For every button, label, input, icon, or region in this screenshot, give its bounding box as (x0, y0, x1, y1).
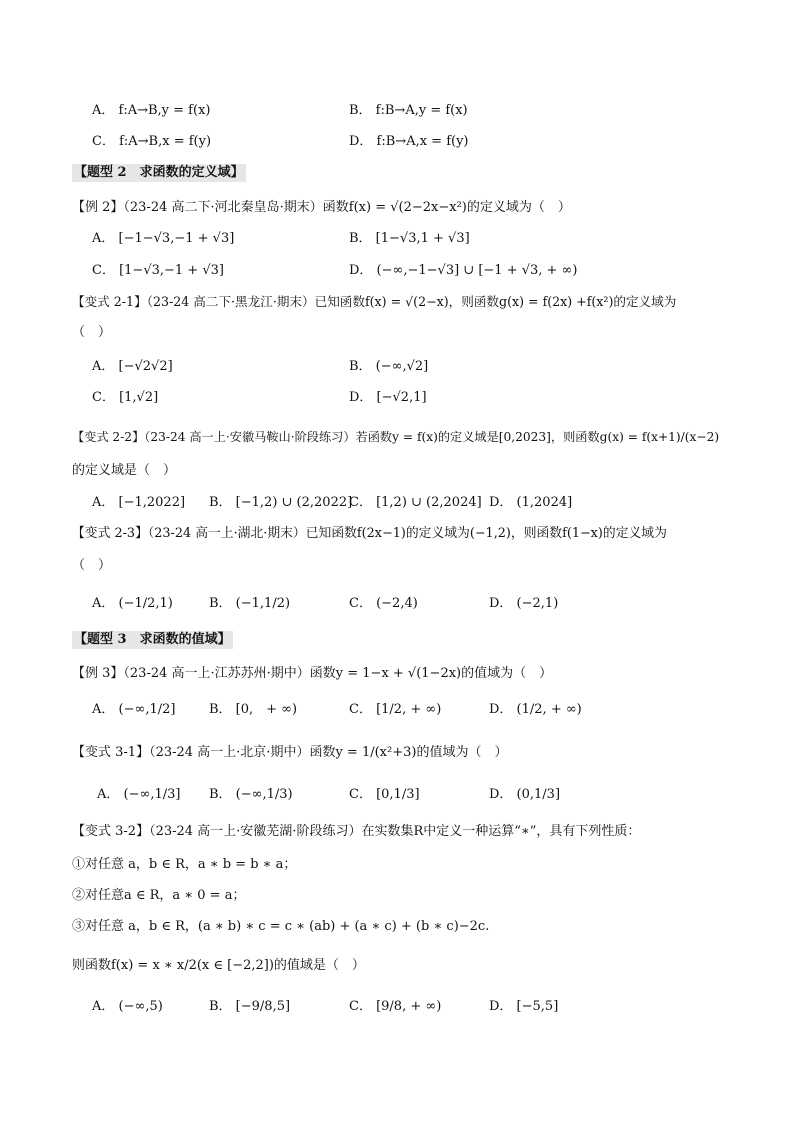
example-3-option-a: A． (−∞,1/2] (92, 702, 176, 717)
example-2-option-a: A． [−1−√3,−1 + √3] (92, 231, 235, 246)
variant-3-1-option-a: A． (−∞,1/3] (97, 787, 181, 802)
variant-3-1-stem: 【变式 3-1】（23-24 高一上·北京·期中）函数y = 1/(x²+3)的值域为（ ） (72, 745, 508, 760)
variant-2-1-paren: （ ） (72, 325, 112, 340)
q1-option-a: A． f:A→B,y = f(x) (92, 103, 211, 118)
variant-2-1-option-d: D． [−√2,1] (349, 390, 427, 405)
variant-2-1-option-b: B． (−∞,√2] (349, 359, 429, 374)
example-2-option-b: B． [1−√3,1 + √3] (349, 231, 470, 246)
variant-2-1-stem: 【变式 2-1】（23-24 高二下·黑龙江·期末）已知函数f(x) = √(2−x)，则函数g(x) = f(2x) +f(x²)的定义域为 (72, 294, 677, 309)
variant-3-1-option-b: B． (−∞,1/3) (209, 787, 293, 802)
variant-3-2-option-c: C． [9/8, + ∞) (349, 999, 442, 1014)
variant-2-2-option-d: D． (1,2024] (489, 495, 573, 510)
variant-2-3-option-d: D． (−2,1) (489, 596, 559, 611)
variant-2-3-option-b: B． (−1,1/2) (209, 596, 291, 611)
variant-2-2-stem-cont: 的定义域是（ ） (72, 463, 177, 478)
variant-2-1-option-c: C． [1,√2] (92, 390, 159, 405)
q1-option-b: B． f:B→A,y = f(x) (349, 103, 468, 118)
example-3-option-b: B． [0, + ∞) (209, 702, 298, 717)
variant-2-2-option-b: B． [−1,2) ∪ (2,2022] (209, 495, 353, 510)
example-3-option-d: D． (1/2, + ∞) (489, 702, 582, 717)
variant-3-2-option-b: B． [−9/8,5] (209, 999, 291, 1014)
q1-option-d: D． f:B→A,x = f(y) (349, 134, 469, 149)
example-2-option-d: D． (−∞,−1−√3] ∪ [−1 + √3, + ∞) (349, 263, 578, 278)
variant-3-2-stem: 【变式 3-2】（23-24 高一上·安徽芜湖·阶段练习）在实数集R中定义一种运算“∗”，具有下列性质： (72, 824, 641, 839)
variant-3-1-option-d: D． (0,1/3] (489, 787, 561, 802)
example-2-option-c: C． [1−√3,−1 + √3] (92, 263, 224, 278)
variant-3-2-question: 则函数f(x) = x ∗ x/2(x ∈ [−2,2])的值域是（ ） (72, 958, 365, 973)
q1-option-c: C． f:A→B,x = f(y) (92, 134, 212, 149)
example-2-stem: 【例 2】（23-24 高二下·河北秦皇岛·期末）函数f(x) = √(2−2x−x²)的定义域为（ ） (72, 200, 571, 215)
variant-2-2-option-c: C． [1,2) ∪ (2,2024] (349, 495, 482, 510)
variant-2-1-option-a: A． [−√2√2] (92, 359, 173, 374)
variant-3-2-property-2: ②对任意a ∈ R，a ∗ 0 = a； (72, 888, 246, 903)
section-header-3: 【题型 3 求函数的值域】 (74, 632, 231, 647)
variant-3-2-property-3: ③对任意 a，b ∈ R，(a ∗ b) ∗ c = c ∗ (ab) + (a ∗ c) + (b ∗ c)−2c. (72, 919, 490, 934)
example-3-stem: 【例 3】（23-24 高一上·江苏苏州·期中）函数y = 1−x + √(1−2x)的值域为（ ） (72, 666, 553, 681)
variant-3-2-option-a: A． (−∞,5) (92, 999, 163, 1014)
variant-3-2-option-d: D． [−5,5] (489, 999, 559, 1014)
variant-2-2-option-a: A． [−1,2022] (92, 495, 186, 510)
section-header-2: 【题型 2 求函数的定义域】 (74, 165, 244, 180)
variant-2-3-stem: 【变式 2-3】（23-24 高一上·湖北·期末）已知函数f(2x−1)的定义域为(−1,2)，则函数f(1−x)的定义域为 (72, 526, 667, 541)
variant-3-2-property-1: ①对任意 a，b ∈ R，a ∗ b = b ∗ a； (72, 857, 297, 872)
variant-2-3-option-c: C． (−2,4) (349, 596, 418, 611)
variant-2-2-stem: 【变式 2-2】（23-24 高一上·安徽马鞍山·阶段练习）若函数y = f(x)的定义域是[0,2023]，则函数g(x) = f(x+1)/(x−2) (72, 430, 720, 444)
variant-2-3-paren: （ ） (72, 558, 112, 573)
variant-3-1-option-c: C． [0,1/3] (349, 787, 420, 802)
example-3-option-c: C． [1/2, + ∞) (349, 702, 442, 717)
variant-2-3-option-a: A． (−1/2,1) (92, 596, 173, 611)
